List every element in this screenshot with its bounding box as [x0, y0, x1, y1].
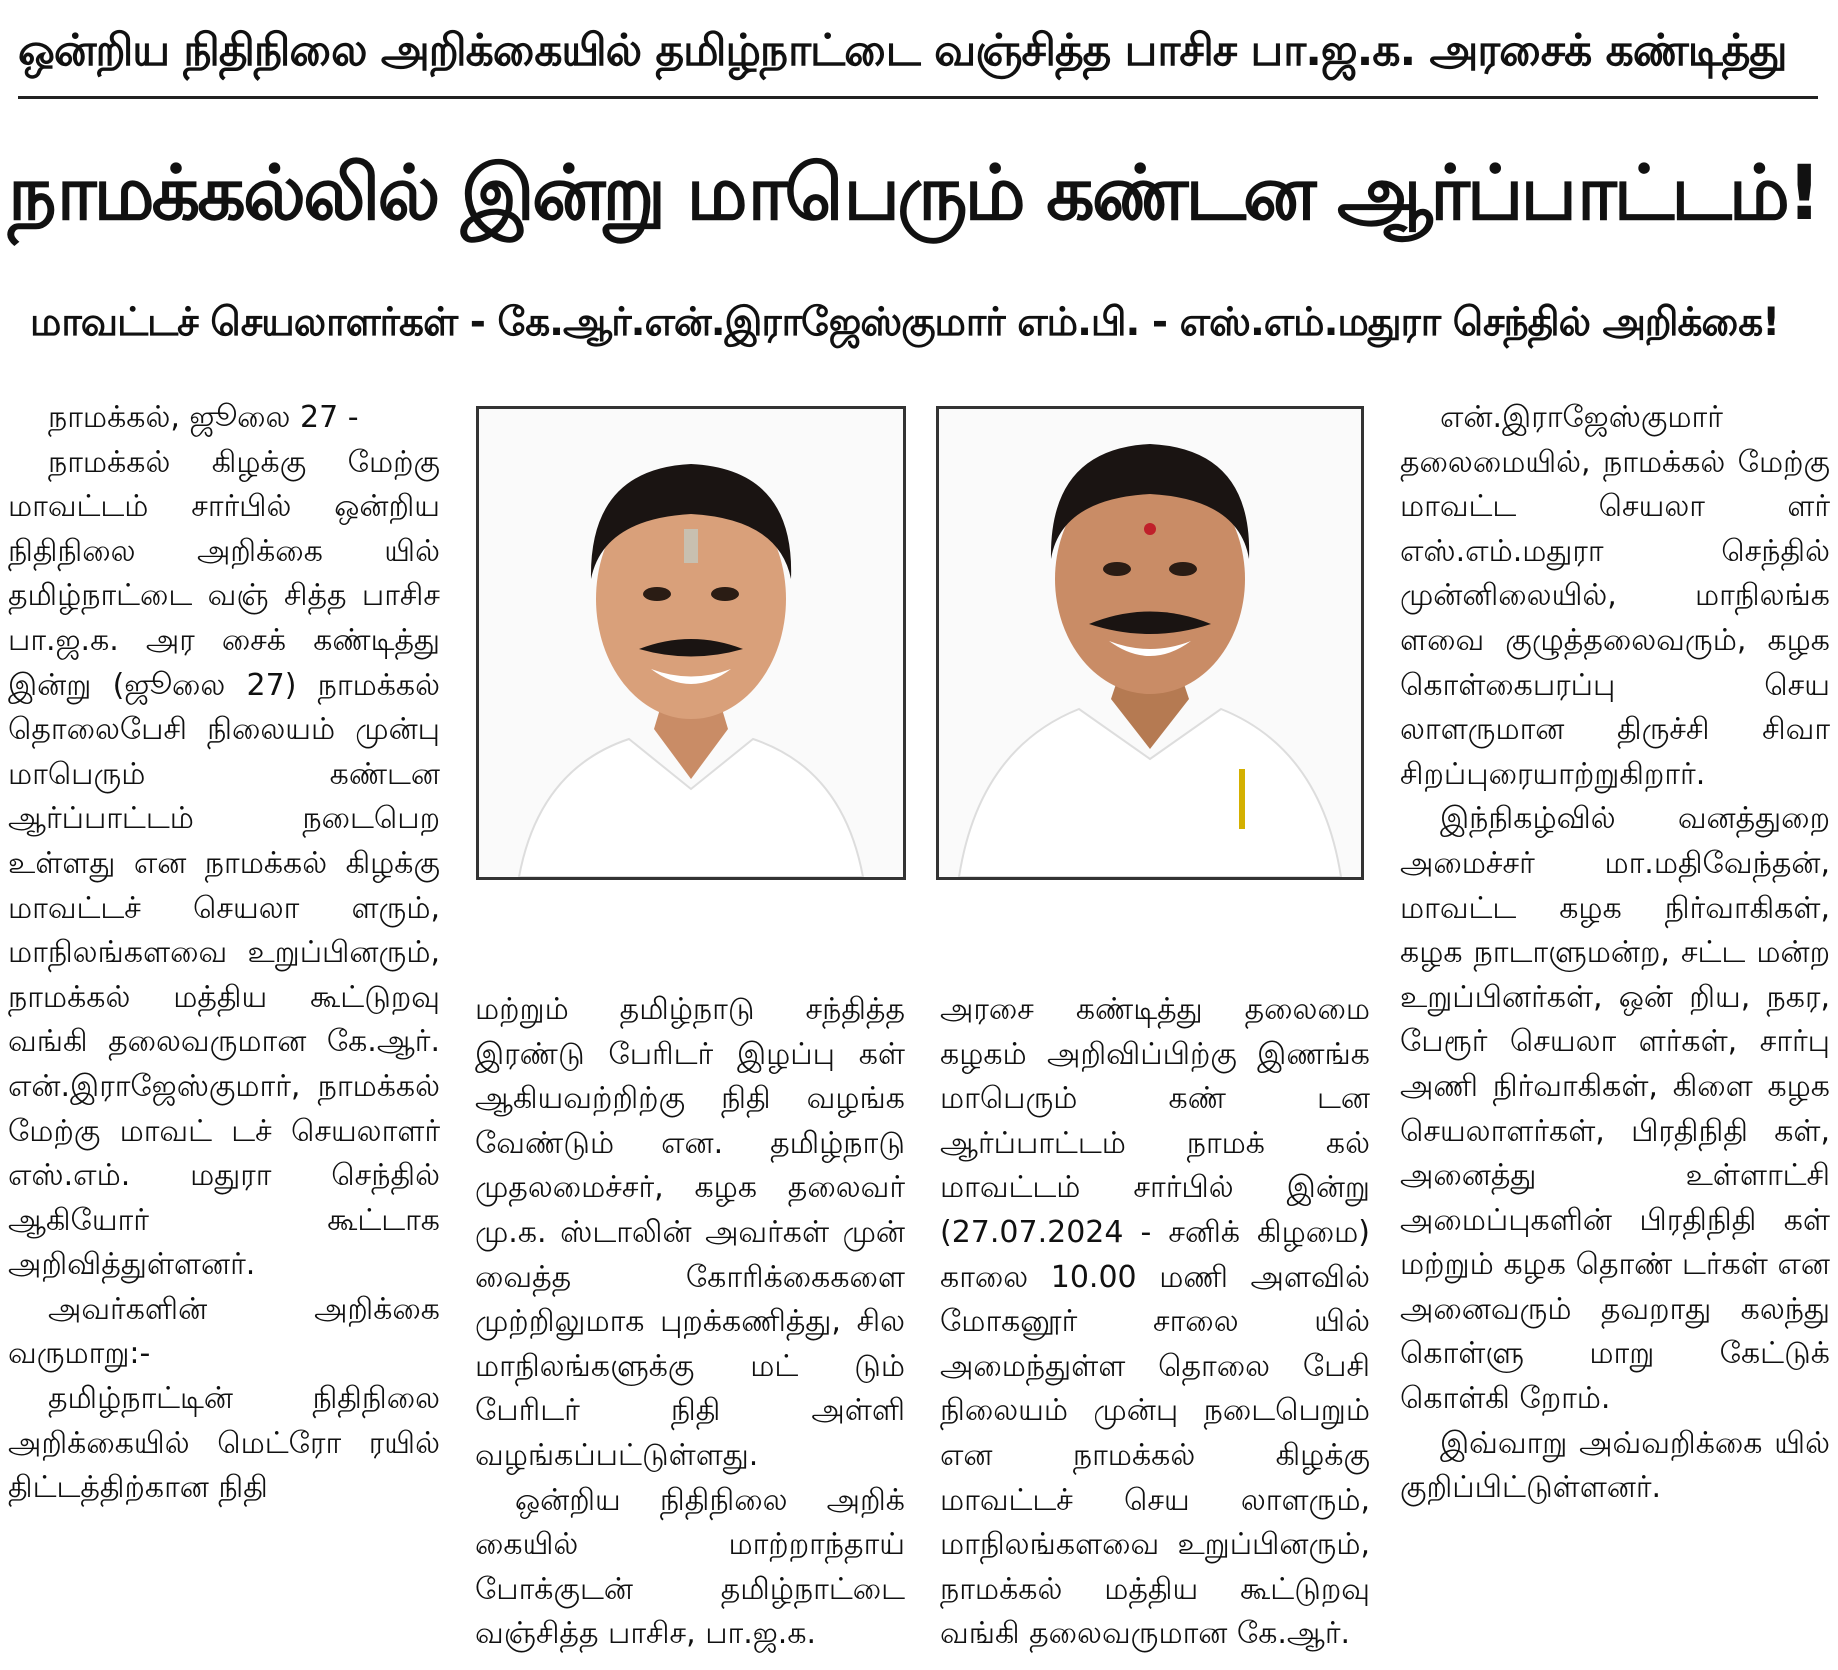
paragraph: மற்றும் தமிழ்நாடு சந்தித்த இரண்டு பேரிடர் இழப்பு கள் ஆகியவற்றிற்கு நிதி வழங்க வேண்டும் என. தமிழ்நாடு முதலமைச்சர், கழக தலைவர் மு.க. ஸ்டாலின் அவர்கள் முன் வைத்த கோரிக்கைகளை முற்றிலுமாக புறக்கணித்து, சில மாநிலங்களுக்கு மட் டும் பேரிடர் நிதி அள்ளி வழங்கப்பட்டுள்ளது.	[475, 992, 905, 1473]
subheadline: மாவட்டச் செயலாளர்கள் - கே.ஆர்.என்.இராஜேஸ்குமார் எம்.பி. - எஸ்.எம்.மதுரா செந்தில் அறிக்கை!	[30, 300, 1780, 345]
headline: நாமக்கல்லில் இன்று மாபெரும் கண்டன ஆர்ப்பாட்டம்!	[8, 148, 1819, 237]
kicker-line: ஒன்றிய நிதிநிலை அறிக்கையில் தமிழ்நாட்டை வஞ்சித்த பாசிச பா.ஜ.க. அரசைக் கண்டித்து	[18, 25, 1787, 76]
article-column-2	[475, 988, 905, 1657]
portrait-photo-left	[476, 406, 906, 880]
paragraph: இந்நிகழ்வில் வனத்துறை அமைச்சர் மா.மதிவேந்தன், மாவட்ட கழக நிர்வாகிகள், கழக நாடாளுமன்ற, சட்ட மன்ற உறுப்பினர்கள், ஒன் றிய, நகர, பேரூர் செயலா ளர்கள், சார்பு அணி நிர்வாகிகள், கிளை கழக செயலாளர்கள், பிரதிநிதி கள், அனைத்து உள்ளாட்சி அமைப்புகளின் பிரதிநிதி கள் மற்றும் கழக தொண் டர்கள் என அனைவரும் தவறாது கலந்து கொள்ளு மாறு கேட்டுக் கொள்கி றோம்.	[1400, 801, 1830, 1417]
person-portrait-icon	[939, 409, 1361, 877]
paragraph: அரசை கண்டித்து தலைமை கழகம் அறிவிப்பிற்கு இணங்க மாபெரும் கண் டன ஆர்ப்பாட்டம் நாமக் கல் மாவட்டம் சார்பில் இன்று (27.07.2024 - சனிக் கிழமை) காலை 10.00 மணி அளவில் மோகனூர் சாலை யில் அமைந்துள்ள தொலை பேசி நிலையம் முன்பு நடைபெறும் என நாமக்கல் கிழக்கு மாவட்டச் செய லாளரும், மாநிலங்களவை உறுப்பினரும், நாமக்கல் மத்திய கூட்டுறவு வங்கி தலைவருமான கே.ஆர்.	[940, 992, 1370, 1652]
paragraph: என்.இராஜேஸ்குமார் தலைமையில், நாமக்கல் மேற்கு மாவட்ட செயலா ளர் எஸ்.எம்.மதுரா செந்தில் முன்னிலையில், மாநிலங்க ளவை குழுத்தலைவரும், கழக கொள்கைபரப்பு செய லாளருமான திருச்சி சிவா சிறப்புரையாற்றுகிறார்.	[1400, 400, 1830, 792]
paragraph: ஒன்றிய நிதிநிலை அறிக் கையில் மாற்றாந்தாய் போக்குடன் தமிழ்நாட்டை வஞ்சித்த பாசிச, பா.ஜ.க.	[475, 1482, 905, 1652]
paragraph: தமிழ்நாட்டின் நிதிநிலை அறிக்கையில் மெட்ரோ ரயில் திட்டத்திற்கான நிதி	[8, 1381, 440, 1506]
article-column-3	[940, 988, 1370, 1657]
paragraph: அவர்களின் அறிக்கை வருமாறு:-	[8, 1291, 440, 1372]
paragraph: நாமக்கல் கிழக்கு மேற்கு மாவட்டம் சார்பில் ஒன்றிய நிதிநிலை அறிக்கை யில் தமிழ்நாட்டை வஞ் சித்த பாசிச பா.ஜ.க. அர சைக் கண்டித்து இன்று (ஜூலை 27) நாமக்கல் தொலைபேசி நிலையம் முன்பு மாபெரும் கண்டன ஆர்ப்பாட்டம் நடைபெற உள்ளது என நாமக்கல் கிழக்கு மாவட்டச் செயலா ளரும், மாநிலங்களவை உறுப்பினரும், நாமக்கல் மத்திய கூட்டுறவு வங்கி தலைவருமான கே.ஆர். என்.இராஜேஸ்குமார், நாமக்கல் மேற்கு மாவட் டச் செயலாளர் எஸ்.எம். மதுரா செந்தில் ஆகியோர் கூட்டாக அறிவித்துள்ளனர்.	[8, 444, 440, 1283]
divider-rule	[18, 96, 1818, 99]
portrait-photo-right	[936, 406, 1364, 880]
person-portrait-icon	[479, 409, 903, 877]
dateline: நாமக்கல், ஜூலை 27 -	[48, 400, 359, 435]
paragraph: இவ்வாறு அவ்வறிக்கை யில் குறிப்பிட்டுள்ளனர்.	[1400, 1425, 1830, 1506]
article-column-1	[8, 396, 440, 1511]
article-column-4	[1400, 396, 1830, 1511]
